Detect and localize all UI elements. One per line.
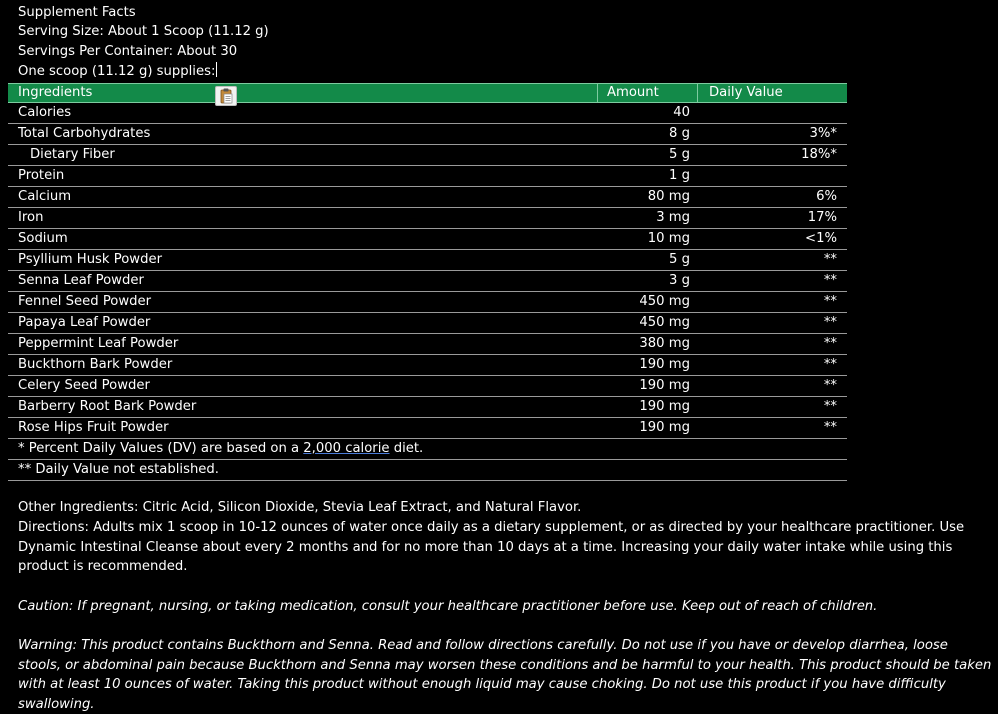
ingredient-amount: 5 g — [669, 252, 690, 267]
ingredient-amount: 190 mg — [639, 378, 690, 393]
column-header-amount: Amount — [607, 85, 659, 100]
ingredient-name: Calories — [18, 105, 72, 120]
caution: Caution: If pregnant, nursing, or taking medication, consult your healthcare practitioner before use. Keep out of reach of children. — [18, 599, 878, 614]
ingredient-daily-value: ** — [823, 336, 837, 351]
ingredient-name: Sodium — [18, 231, 68, 246]
ingredient-name: Dietary Fiber — [30, 147, 115, 162]
footnote-dv-suffix: diet. — [389, 441, 424, 456]
ingredient-amount: 3 g — [669, 273, 690, 288]
ingredient-name: Rose Hips Fruit Powder — [18, 420, 169, 435]
ingredient-daily-value: ** — [823, 273, 837, 288]
ingredient-daily-value: 6% — [816, 189, 837, 204]
ingredient-daily-value: ** — [823, 399, 837, 414]
directions: Directions: Adults mix 1 scoop in 10-12 ounces of water once daily as a dietary supplement, or as directed by your healthcare practitioner. Use Dynamic Intestinal Cleanse about every 2 months and for no more than 10 days at a time. Increasing your daily water intake while using this product is recommended. — [18, 520, 965, 575]
column-divider — [597, 84, 598, 102]
ingredient-amount: 10 mg — [647, 231, 690, 246]
ingredient-amount: 190 mg — [639, 399, 690, 414]
footnote-not-established — [8, 460, 847, 481]
footnote-dv-prefix: * Percent Daily Values (DV) are based on a — [18, 441, 304, 456]
ingredient-daily-value: ** — [823, 294, 837, 309]
table-row — [8, 124, 847, 145]
ingredient-name: Fennel Seed Powder — [18, 294, 152, 309]
ingredient-name: Calcium — [18, 189, 72, 204]
supplies-line[interactable] — [18, 62, 217, 82]
ingredient-name: Iron — [18, 210, 44, 225]
ingredient-amount: 1 g — [669, 168, 690, 183]
paste-options-icon[interactable] — [215, 86, 237, 106]
ingredient-name: Barberry Root Bark Powder — [18, 399, 197, 414]
footnote-percent-dv — [8, 439, 847, 460]
ingredient-name: Buckthorn Bark Powder — [18, 357, 173, 372]
ingredient-daily-value: ** — [823, 315, 837, 330]
table-row — [8, 418, 847, 439]
ingredient-amount: 5 g — [669, 147, 690, 162]
table-row — [8, 313, 847, 334]
serving-size: Serving Size: About 1 Scoop (11.12 g) — [18, 24, 269, 39]
table-row — [8, 208, 847, 229]
ingredient-daily-value: ** — [823, 378, 837, 393]
table-row — [8, 187, 847, 208]
column-header-daily-value: Daily Value — [709, 85, 783, 100]
supplement-facts-title: Supplement Facts — [18, 5, 136, 20]
table-header-row — [8, 83, 847, 103]
ingredient-name: Celery Seed Powder — [18, 378, 150, 393]
table-row — [8, 397, 847, 418]
table-row — [8, 355, 847, 376]
ingredient-amount: 380 mg — [639, 336, 690, 351]
footnote-not-established-text: ** Daily Value not established. — [18, 462, 219, 477]
table-row — [8, 250, 847, 271]
ingredient-name: Psyllium Husk Powder — [18, 252, 162, 267]
ingredient-name: Protein — [18, 168, 65, 183]
ingredient-name: Senna Leaf Powder — [18, 273, 144, 288]
ingredient-amount: 40 — [673, 105, 690, 120]
ingredient-daily-value: <1% — [805, 231, 837, 246]
other-ingredients: Other Ingredients: Citric Acid, Silicon Dioxide, Stevia Leaf Extract, and Natural Flavor. — [18, 500, 582, 515]
ingredient-name: Total Carbohydrates — [18, 126, 151, 141]
ingredient-daily-value: 3%* — [809, 126, 837, 141]
table-row — [8, 145, 847, 166]
table-row — [8, 166, 847, 187]
ingredient-amount: 190 mg — [639, 420, 690, 435]
ingredient-amount: 3 mg — [656, 210, 690, 225]
ingredient-daily-value: ** — [823, 420, 837, 435]
table-row — [8, 334, 847, 355]
ingredient-amount: 450 mg — [639, 315, 690, 330]
text-cursor — [216, 62, 217, 77]
ingredient-amount: 190 mg — [639, 357, 690, 372]
column-header-ingredients: Ingredients — [18, 85, 93, 100]
ingredient-daily-value: 17% — [807, 210, 837, 225]
table-row — [8, 271, 847, 292]
spellcheck-underlined-phrase[interactable]: 2,000 calorie — [303, 441, 390, 456]
supplement-facts-table — [8, 83, 847, 481]
ingredient-amount: 8 g — [669, 126, 690, 141]
ingredient-daily-value: 18%* — [801, 147, 837, 162]
ingredient-daily-value: ** — [823, 357, 837, 372]
table-row — [8, 103, 847, 124]
servings-per-container: Servings Per Container: About 30 — [18, 44, 238, 59]
ingredient-amount: 450 mg — [639, 294, 690, 309]
table-row — [8, 229, 847, 250]
column-divider — [697, 84, 698, 102]
ingredient-name: Peppermint Leaf Powder — [18, 336, 179, 351]
supplies-text: One scoop (11.12 g) supplies: — [18, 64, 216, 79]
ingredient-amount: 80 mg — [647, 189, 690, 204]
table-row — [8, 376, 847, 397]
ingredient-name: Papaya Leaf Powder — [18, 315, 151, 330]
warning: Warning: This product contains Buckthorn and Senna. Read and follow directions carefully. Do not use if you have or develop diarrhea, loose stools, or abdominal pain because Buckthorn and Senna may worsen these conditions and be harmful to your health. This product should be taken with at least 10 ounces of water. Taking this product without enough liquid may cause choking. Do not use this product if you have difficulty swallowing. — [18, 638, 992, 712]
ingredient-daily-value: ** — [823, 252, 837, 267]
table-row — [8, 292, 847, 313]
